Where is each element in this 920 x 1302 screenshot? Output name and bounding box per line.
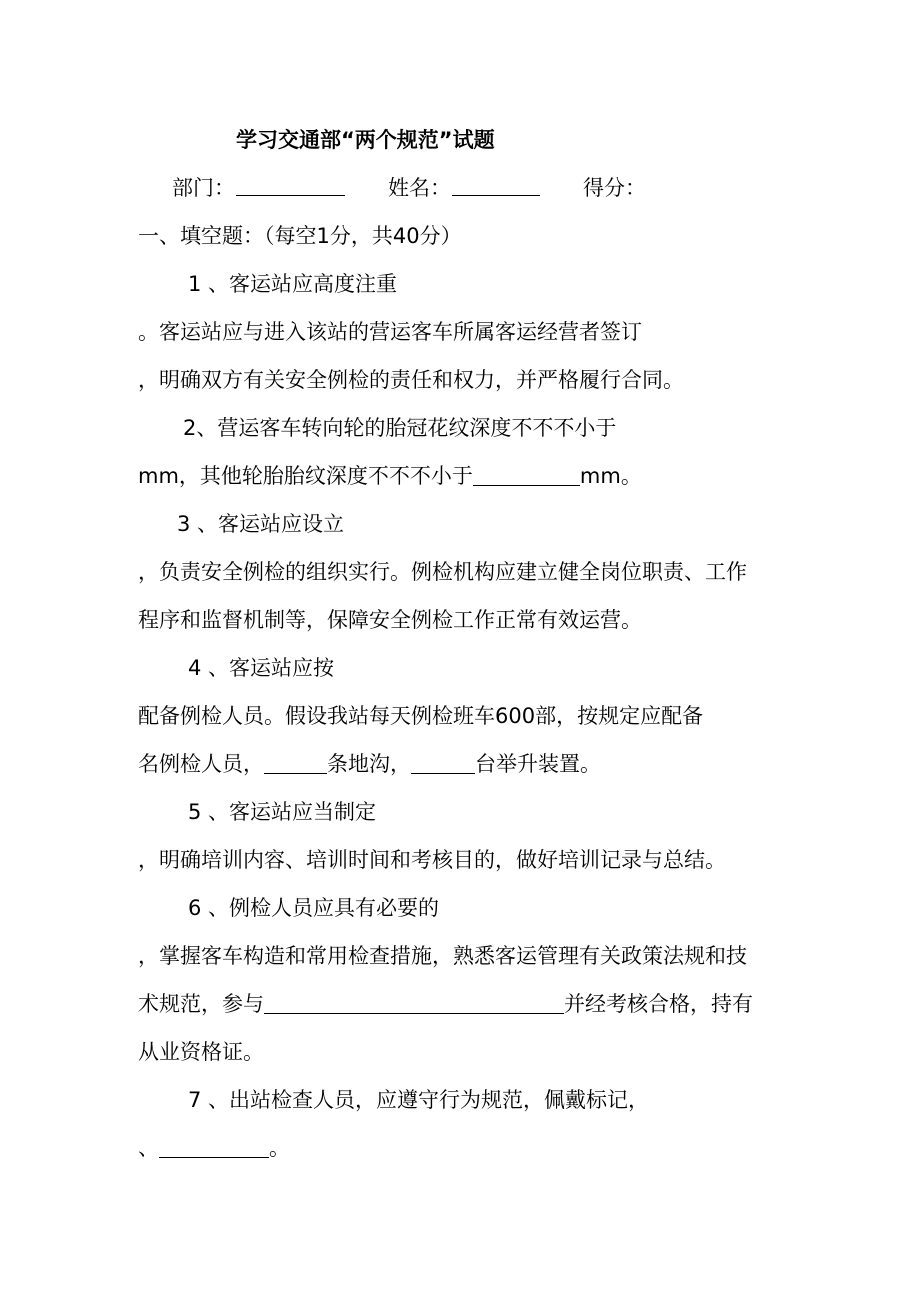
question-2-text: mm。 [579, 464, 642, 488]
question-4-line [138, 751, 601, 777]
question-2-lead: 2、营运客车转向轮的胎冠花纹深度不不不小于 [183, 416, 617, 440]
answer-blank [264, 995, 564, 1014]
question-4-line: 配备例检人员。假设我站每天例检班车600部，按规定应配备 [138, 704, 704, 728]
question-4-text: 条地沟， [327, 752, 411, 776]
dept-blank [236, 177, 345, 196]
answer-blank [264, 755, 327, 774]
question-3-line: ，负责安全例检的组织实行。例检机构应建立健全岗位职责、工作 [138, 560, 747, 584]
answer-blank [473, 467, 580, 486]
question-7-line [138, 1135, 290, 1161]
question-2-text: mm，其他轮胎胎纹深度不不不小于 [138, 464, 473, 488]
question-6-text: 术规范，参与 [138, 992, 264, 1016]
dept-label: 部门： [172, 176, 235, 200]
question-5-line: ，明确培训内容、培训时间和考核目的，做好培训记录与总结。 [138, 848, 726, 872]
question-5-lead: 5 、客运站应当制定 [188, 800, 377, 824]
question-3-line: 程序和监督机制等，保障安全例检工作正常有效运营。 [138, 608, 642, 632]
question-2-line [138, 463, 642, 489]
question-6-text: 并经考核合格，持有 [564, 992, 753, 1016]
answer-blank [159, 1139, 269, 1158]
header-fields [0, 175, 920, 201]
answer-blank [411, 755, 475, 774]
page-title: 学习交通部“两个规范”试题 [236, 128, 495, 152]
question-7-lead: 7 、出站检查人员，应遵守行为规范，佩戴标记， [188, 1088, 650, 1112]
question-6-line: ，掌握客车构造和常用检查措施，熟悉客运管理有关政策法规和技 [138, 944, 747, 968]
question-4-lead: 4 、客运站应按 [188, 656, 335, 680]
question-1-lead: 1 、客运站应高度注重 [188, 272, 398, 296]
question-1-line: ，明确双方有关安全例检的责任和权力，并严格履行合同。 [138, 368, 684, 392]
question-3-lead: 3 、客运站应设立 [177, 512, 345, 536]
name-label: 姓名： [388, 176, 451, 200]
question-7-text: 、 [138, 1136, 159, 1160]
question-1-line: 。客运站应与进入该站的营运客车所属客运经营者签订 [138, 320, 642, 344]
question-6-line [138, 991, 753, 1017]
question-6-line: 从业资格证。 [138, 1040, 264, 1064]
question-4-text: 台举升装置。 [475, 752, 601, 776]
question-6-lead: 6 、例检人员应具有必要的 [188, 896, 440, 920]
name-blank [452, 177, 540, 196]
question-4-text: 名例检人员， [138, 752, 264, 776]
question-7-text: 。 [269, 1136, 290, 1160]
score-label: 得分： [583, 176, 646, 200]
section-title: 一、填空题：（每空1分，共40分） [138, 224, 462, 248]
